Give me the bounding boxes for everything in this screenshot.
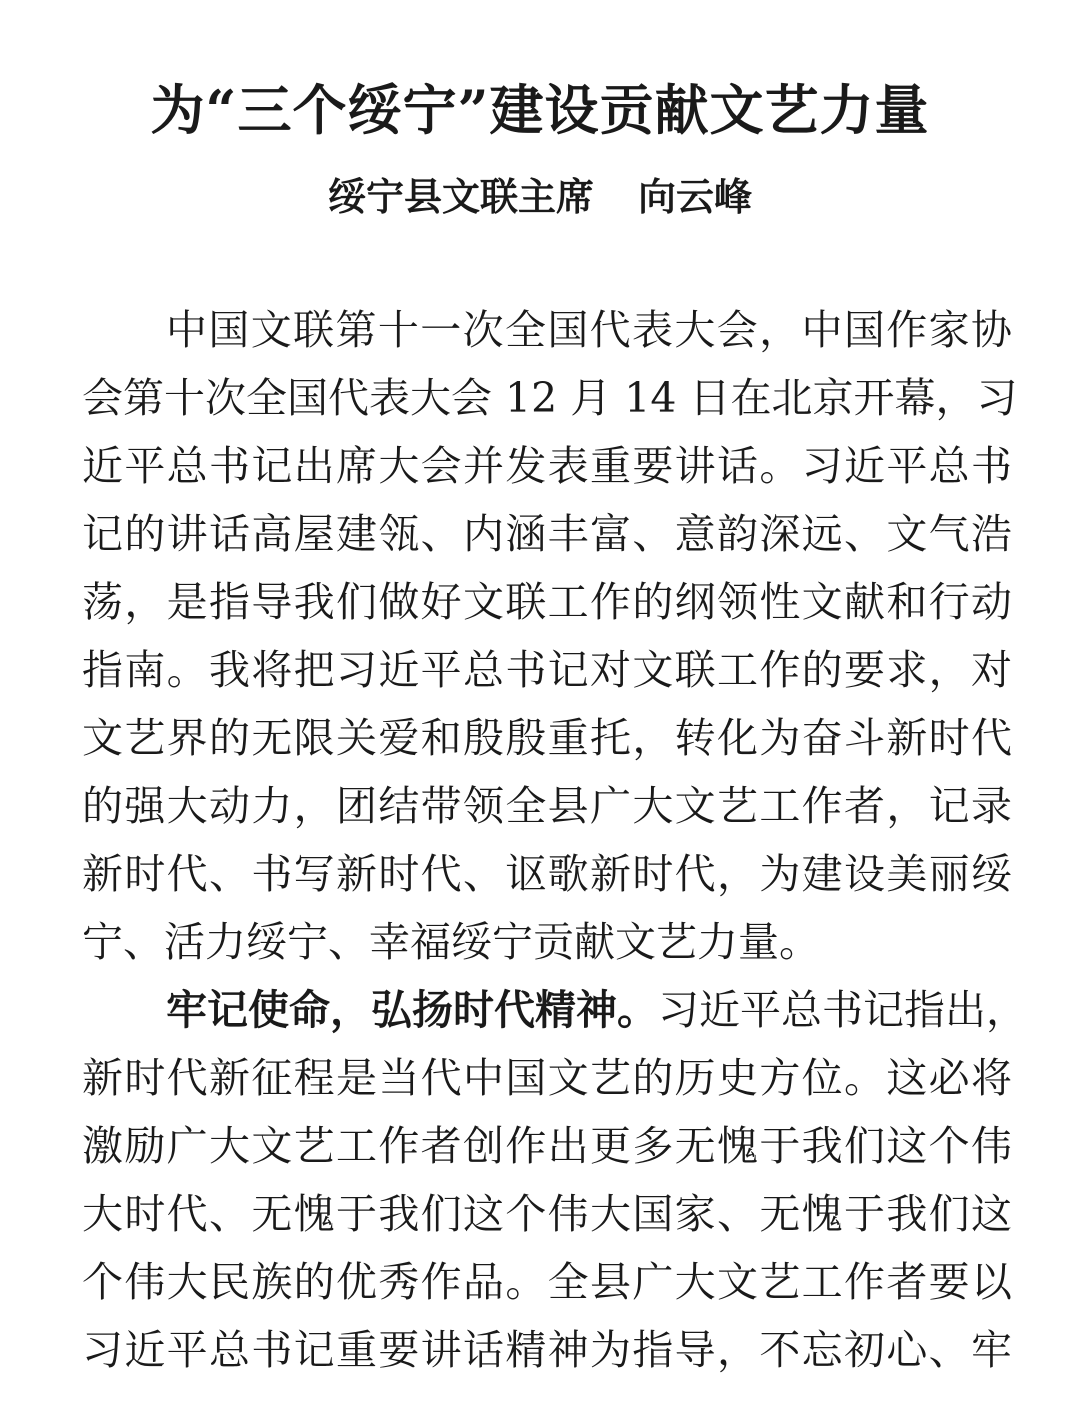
paragraph-1-line: 文艺界的无限关爱和殷殷重托，转化为奋斗新时代 bbox=[82, 714, 1012, 762]
byline bbox=[0, 172, 1080, 222]
author-name: 向云峰 bbox=[638, 174, 753, 219]
paragraph-1-line: 荡，是指导我们做好文联工作的纲领性文献和行动 bbox=[82, 578, 1012, 626]
paragraph-2-line: 新时代新征程是当代中国文艺的历史方位。这必将 bbox=[82, 1054, 1012, 1102]
paragraph-1-line: 中国文联第十一次全国代表大会，中国作家协 bbox=[166, 306, 1012, 354]
paragraph-2-line: 个伟大民族的优秀作品。全县广大文艺工作者要以 bbox=[82, 1258, 1012, 1306]
paragraph-2-first-line bbox=[82, 976, 1027, 1044]
article-body bbox=[82, 296, 1027, 1384]
paragraph-2-line: 大时代、无愧于我们这个伟大国家、无愧于我们这 bbox=[82, 1190, 1012, 1238]
author-position: 绥宁县文联主席 bbox=[327, 174, 594, 219]
article-title: 为“三个绥宁”建设贡献文艺力量 bbox=[150, 78, 930, 142]
paragraph-1-line: 会第十次全国代表大会 12 月 14 日在北京开幕，习 bbox=[82, 374, 1018, 422]
paragraph-1-line: 近平总书记出席大会并发表重要讲话。习近平总书 bbox=[82, 442, 1012, 490]
paragraph-1-line: 宁、活力绥宁、幸福绥宁贡献文艺力量。 bbox=[82, 918, 820, 966]
paragraph-1-line: 指南。我将把习近平总书记对文联工作的要求，对 bbox=[82, 646, 1012, 694]
paragraph-2-lead: 牢记使命，弘扬时代精神。 bbox=[166, 986, 658, 1034]
paragraph-2-line: 激励广大文艺工作者创作出更多无愧于我们这个伟 bbox=[82, 1122, 1012, 1170]
paragraph-1-line: 的强大动力，团结带领全县广大文艺工作者，记录 bbox=[82, 782, 1012, 830]
paragraph-1-line: 新时代、书写新时代、讴歌新时代，为建设美丽绥 bbox=[82, 850, 1012, 898]
paragraph-2-line: 习近平总书记重要讲话精神为指导，不忘初心、牢 bbox=[82, 1326, 1012, 1374]
paragraph-2-first-line-rest: 习近平总书记指出， bbox=[658, 986, 1027, 1034]
paragraph-1-line: 记的讲话高屋建瓴、内涵丰富、意韵深远、文气浩 bbox=[82, 510, 1012, 558]
